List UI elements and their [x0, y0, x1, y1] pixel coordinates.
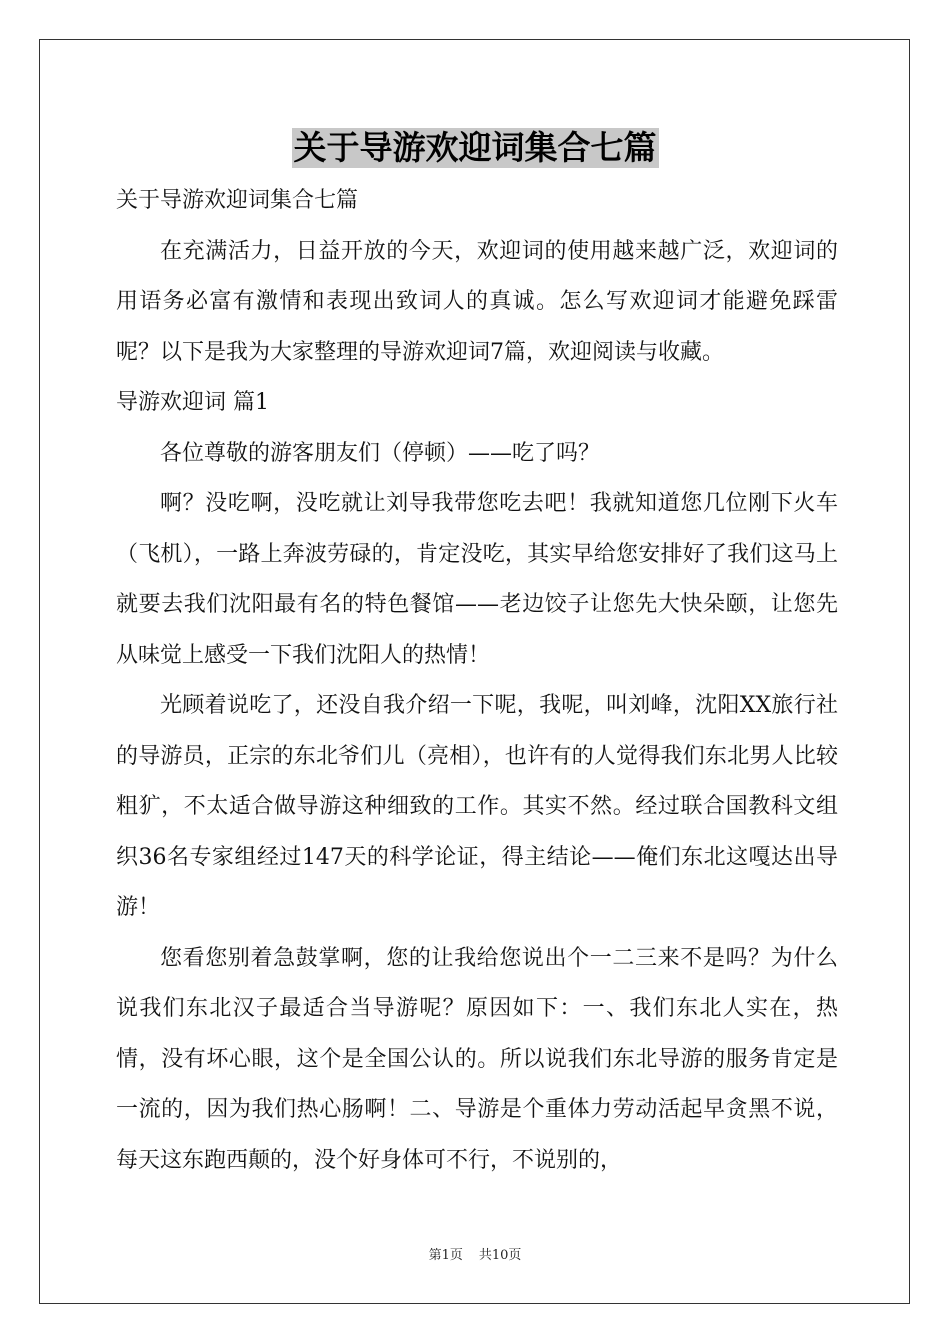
intro-paragraph: 在充满活力，日益开放的今天，欢迎词的使用越来越广泛，欢迎词的用语务必富有激情和表现出致词人的真诚。怎么写欢迎词才能避免踩雷呢？以下是我为大家整理的导游欢迎词7篇，欢迎阅读与收藏。	[116, 238, 838, 365]
body-paragraph: 啊？没吃啊，没吃就让刘导我带您吃去吧！我就知道您几位刚下火车（飞机），一路上奔波劳碌的，肯定没吃，其实早给您安排好了我们这马上就要去我们沈阳最有名的特色餐馆——老边饺子让您先大快朵颐，让您先从味觉上感受一下我们沈阳人的热情！	[116, 491, 838, 668]
body-paragraph: 各位尊敬的游客朋友们（停顿）——吃了吗？	[160, 440, 601, 466]
document-title: 关于导游欢迎词集合七篇	[293, 128, 657, 167]
page-total: 共10页	[478, 1248, 522, 1263]
document-subtitle: 关于导游欢迎词集合七篇	[116, 188, 359, 213]
body-paragraph: 光顾着说吃了，还没自我介绍一下呢，我呢，叫刘峰，沈阳XX旅行社的导游员，正宗的东北爷们儿（亮相），也许有的人觉得我们东北男人比较粗犷，不太适合做导游这种细致的工作。其实不然。经过联合国教科文组织36名专家组经过147天的科学论证，得主结论——俺们东北这嘎达出导游！	[116, 693, 838, 920]
section-heading: 导游欢迎词 篇1	[116, 390, 269, 415]
body-paragraph: 您看您别着急鼓掌啊，您的让我给您说出个一二三来不是吗？为什么说我们东北汉子最适合当导游呢？原因如下：一、我们东北人实在，热情，没有坏心眼，这个是全国公认的。所以说我们东北导游的服务肯定是一流的，因为我们热心肠啊！二、导游是个重体力劳动活起早贪黑不说，每天这东跑西颠的，没个好身体可不行，不说别的，	[116, 945, 838, 1173]
page-number: 第1页	[428, 1248, 463, 1263]
title-container	[0, 128, 950, 168]
document-body	[116, 176, 838, 1186]
page-footer	[0, 1247, 950, 1265]
